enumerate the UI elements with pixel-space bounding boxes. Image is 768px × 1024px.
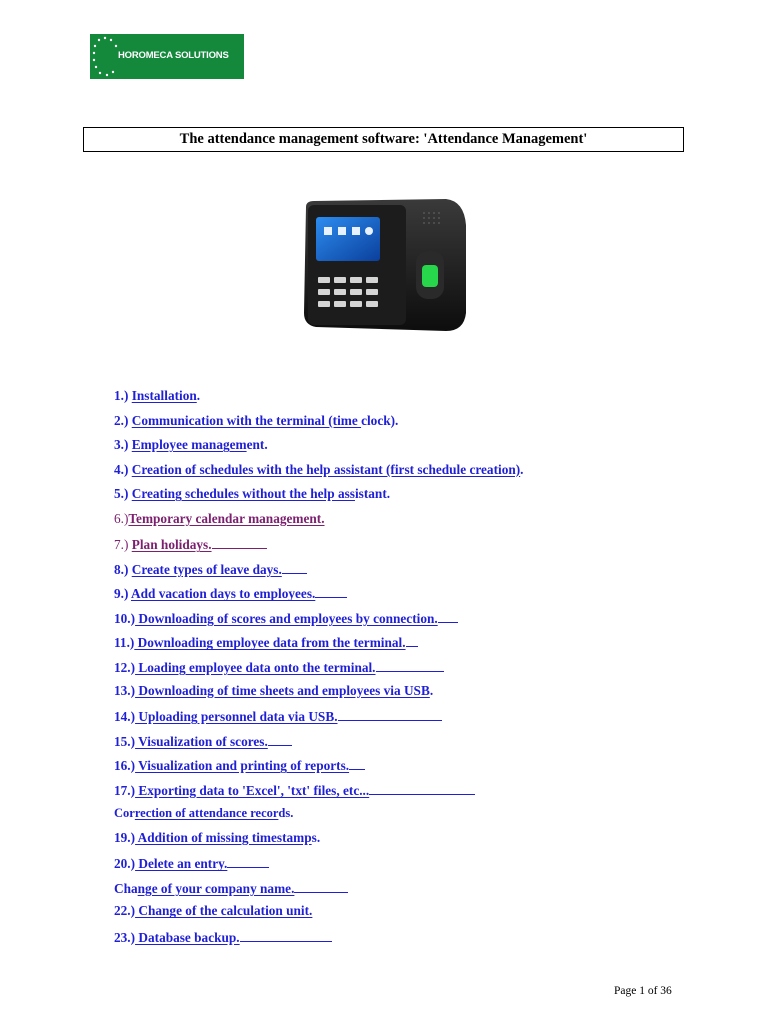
toc-item-link[interactable]: nge of your company name.: [137, 880, 295, 896]
toc-item[interactable]: [114, 461, 714, 486]
stars-icon: [90, 34, 120, 79]
toc-item[interactable]: [114, 632, 714, 657]
underline-tail: [369, 780, 475, 795]
page-number: Page 1 of 36: [614, 985, 672, 997]
toc-item[interactable]: [114, 534, 714, 559]
toc-item[interactable]: [114, 927, 714, 952]
toc-item[interactable]: [114, 583, 714, 608]
toc-item[interactable]: [114, 412, 714, 437]
toc-item[interactable]: [114, 387, 714, 412]
toc-item[interactable]: [114, 436, 714, 461]
toc-item[interactable]: [114, 657, 714, 682]
toc-item-link[interactable]: Addition of missing timestamp: [135, 829, 312, 845]
toc-item-link[interactable]: Installation: [131, 388, 197, 403]
underline-tail: [240, 927, 332, 942]
logo-text: HOROMECA SOLUTIONS: [118, 50, 229, 61]
toc-item-number: 13.): [114, 682, 136, 698]
underline-tail: [227, 853, 269, 868]
toc-item-number: 9.): [114, 586, 131, 602]
toc-item-number: 4.): [114, 461, 132, 477]
toc-item-number: 23.): [114, 930, 136, 946]
toc-item-link[interactable]: rection of attendance recor: [134, 806, 279, 821]
toc-item[interactable]: [114, 510, 714, 535]
toc-item[interactable]: [114, 608, 714, 633]
toc-item-number: 8.): [114, 561, 132, 577]
underline-tail: [315, 583, 347, 598]
toc-item-number: 14.): [114, 709, 136, 725]
toc-item-number: 10.): [114, 610, 136, 626]
toc-item-link[interactable]: Creation of schedules with the help assistant (first schedule creation): [131, 461, 521, 477]
toc-item-link[interactable]: Downloading of scores and employees by connection.: [135, 610, 438, 626]
underline-tail: [438, 608, 458, 623]
toc-item-number: 3.): [114, 437, 132, 453]
toc-item-link[interactable]: Downloading employee data from the terminal.: [134, 635, 406, 651]
toc-item[interactable]: [114, 878, 714, 903]
toc-item[interactable]: [114, 902, 714, 927]
toc-item-number: Cor: [114, 806, 135, 821]
toc-item-suffix: .: [196, 388, 201, 403]
toc-item-number: 6.): [114, 510, 129, 526]
toc-item-link[interactable]: Change of the calculation unit.: [135, 903, 313, 919]
toc-item-number: 7.): [114, 537, 132, 553]
title-box: [83, 127, 684, 152]
toc-item-link[interactable]: Temporary calendar management.: [128, 510, 325, 526]
toc-item-suffix: clock).: [361, 412, 399, 428]
toc-item-suffix: .: [429, 682, 434, 698]
toc-item-suffix: .: [520, 461, 524, 477]
underline-tail: [282, 559, 307, 574]
toc-item-number: 15.): [114, 733, 136, 749]
toc-item-link[interactable]: Employee managem: [131, 437, 247, 453]
page-title: The attendance management software: 'Attendance Management': [179, 131, 588, 147]
toc-item-number: 1.): [114, 388, 132, 403]
toc-item[interactable]: [114, 853, 714, 878]
toc-item[interactable]: [114, 485, 714, 510]
toc-item-link[interactable]: Visualization and printing of reports.: [135, 758, 350, 774]
underline-tail: [294, 878, 348, 893]
toc-item-number: 2.): [114, 412, 132, 428]
table-of-contents: [114, 387, 714, 952]
toc-item-number: 11.): [114, 635, 135, 651]
toc-item-link[interactable]: Delete an entry.: [135, 856, 228, 872]
toc-item-link[interactable]: Create types of leave days.: [131, 561, 282, 577]
toc-item-link[interactable]: Plan holidays.: [131, 537, 212, 553]
toc-item[interactable]: [114, 829, 714, 854]
toc-item[interactable]: [114, 804, 714, 829]
toc-item-link[interactable]: Visualization of scores.: [135, 733, 268, 749]
toc-item[interactable]: [114, 706, 714, 731]
toc-item[interactable]: [114, 731, 714, 756]
underline-tail: [376, 657, 444, 672]
toc-item-suffix: istant.: [354, 486, 391, 502]
underline-tail: [406, 632, 418, 647]
attendance-terminal-image: [296, 195, 468, 335]
toc-item-suffix: s.: [311, 829, 321, 845]
toc-item-suffix: ent.: [246, 437, 268, 453]
toc-item-link[interactable]: Communication with the terminal (time: [131, 412, 362, 428]
company-logo: [90, 34, 244, 79]
toc-item-link[interactable]: Uploading personnel data via USB.: [135, 709, 338, 725]
toc-item-number: 5.): [114, 486, 132, 502]
toc-item-number: 20.): [114, 856, 136, 872]
underline-tail: [338, 706, 442, 721]
toc-item[interactable]: [114, 780, 714, 805]
underline-tail: [212, 534, 267, 549]
toc-item-link[interactable]: Database backup.: [135, 930, 240, 946]
toc-item-link[interactable]: Downloading of time sheets and employees via USB: [135, 682, 430, 698]
toc-item[interactable]: [114, 559, 714, 584]
toc-item-number: Cha: [114, 880, 138, 896]
toc-item-link[interactable]: Creating schedules without the help ass: [131, 486, 355, 502]
toc-item-number: 17.): [114, 782, 136, 798]
toc-item[interactable]: [114, 682, 714, 707]
underline-tail: [268, 731, 292, 746]
toc-item[interactable]: [114, 755, 714, 780]
toc-item-link[interactable]: Loading employee data onto the terminal.: [135, 660, 376, 676]
toc-item-number: 12.): [114, 660, 136, 676]
toc-item-number: 19.): [114, 829, 136, 845]
toc-item-number: 22.): [114, 903, 136, 919]
toc-item-link[interactable]: Add vacation days to employees.: [131, 586, 316, 602]
toc-item-number: 16.): [114, 758, 136, 774]
underline-tail: [349, 755, 365, 770]
toc-item-link[interactable]: Exporting data to 'Excel', 'txt' files, etc...: [135, 782, 370, 798]
toc-item-suffix: ds.: [278, 806, 294, 821]
